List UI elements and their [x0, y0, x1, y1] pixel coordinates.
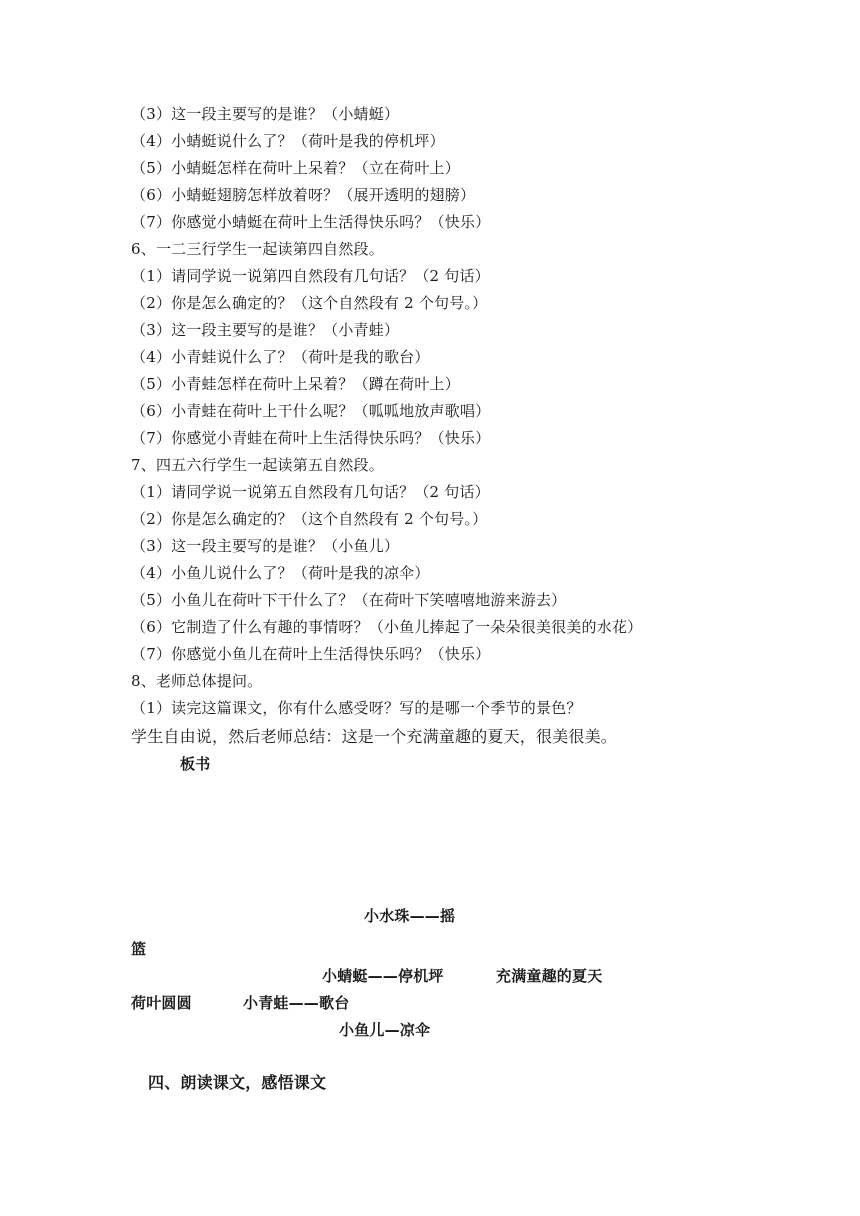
question-7-1: （1）请同学说一说第五自然段有几句话？（2 句话） [131, 483, 490, 501]
question-7-7: （7）你感觉小鱼儿在荷叶上生活得快乐吗？（快乐） [131, 645, 491, 663]
board-line-dragonfly: 小蜻蜓——停机坪 [322, 967, 444, 985]
question-6-2: （2）你是怎么确定的？（这个自然段有 2 个句号。） [131, 294, 488, 312]
question-3-3: （3）这一段主要写的是谁？（小蜻蜓） [131, 105, 400, 123]
section-4-title: 四、朗读课文，感悟课文 [148, 1073, 327, 1092]
board-title: 板书 [180, 755, 211, 773]
board-line-water-drop-cont: 篮 [131, 940, 147, 958]
question-3-7: （7）你感觉小蜻蜓在荷叶上生活得快乐吗？（快乐） [131, 213, 491, 231]
question-8-1: （1）读完这篇课文，你有什么感受呀？写的是哪一个季节的景色？ [131, 699, 582, 717]
board-line-water-drop: 小水珠——摇 [364, 907, 456, 925]
question-3-5: （5）小蜻蜓怎样在荷叶上呆着？（立在荷叶上） [131, 159, 460, 177]
question-6-1: （1）请同学说一说第四自然段有几句话？（2 句话） [131, 267, 490, 285]
question-7-2: （2）你是怎么确定的？（这个自然段有 2 个句号。） [131, 510, 488, 528]
teacher-summary: 学生自由说，然后老师总结：这是一个充满童趣的夏天，很美很美。 [131, 727, 618, 746]
question-7-6: （6）它制造了什么有趣的事情呀？（小鱼儿捧起了一朵朵很美很美的水花） [131, 618, 643, 636]
step-7-heading: 7、四五六行学生一起读第五自然段。 [131, 456, 384, 474]
question-6-6: （6）小青蛙在荷叶上干什么呢？（呱呱地放声歌唱） [131, 402, 491, 420]
board-line-summary: 充满童趣的夏天 [496, 967, 603, 985]
step-8-heading: 8、老师总体提问。 [131, 672, 263, 690]
board-line-fish: 小鱼儿—凉伞 [339, 1021, 431, 1039]
question-6-4: （4）小青蛙说什么了？（荷叶是我的歌台） [131, 348, 430, 366]
question-3-6: （6）小蜻蜓翅膀怎样放着呀？（展开透明的翅膀） [131, 186, 476, 204]
board-line-frog: 小青蛙——歌台 [243, 994, 350, 1012]
question-3-4: （4）小蜻蜓说什么了？（荷叶是我的停机坪） [131, 132, 445, 150]
question-6-3: （3）这一段主要写的是谁？（小青蛙） [131, 321, 400, 339]
step-6-heading: 6、一二三行学生一起读第四自然段。 [131, 240, 384, 258]
question-7-4: （4）小鱼儿说什么了？（荷叶是我的凉伞） [131, 564, 430, 582]
question-7-3: （3）这一段主要写的是谁？（小鱼儿） [131, 537, 400, 555]
board-line-lotus: 荷叶圆圆 [131, 994, 192, 1012]
question-6-5: （5）小青蛙怎样在荷叶上呆着？（蹲在荷叶上） [131, 375, 460, 393]
question-7-5: （5）小鱼儿在荷叶下干什么了？（在荷叶下笑嘻嘻地游来游去） [131, 591, 567, 609]
question-6-7: （7）你感觉小青蛙在荷叶上生活得快乐吗？（快乐） [131, 429, 491, 447]
